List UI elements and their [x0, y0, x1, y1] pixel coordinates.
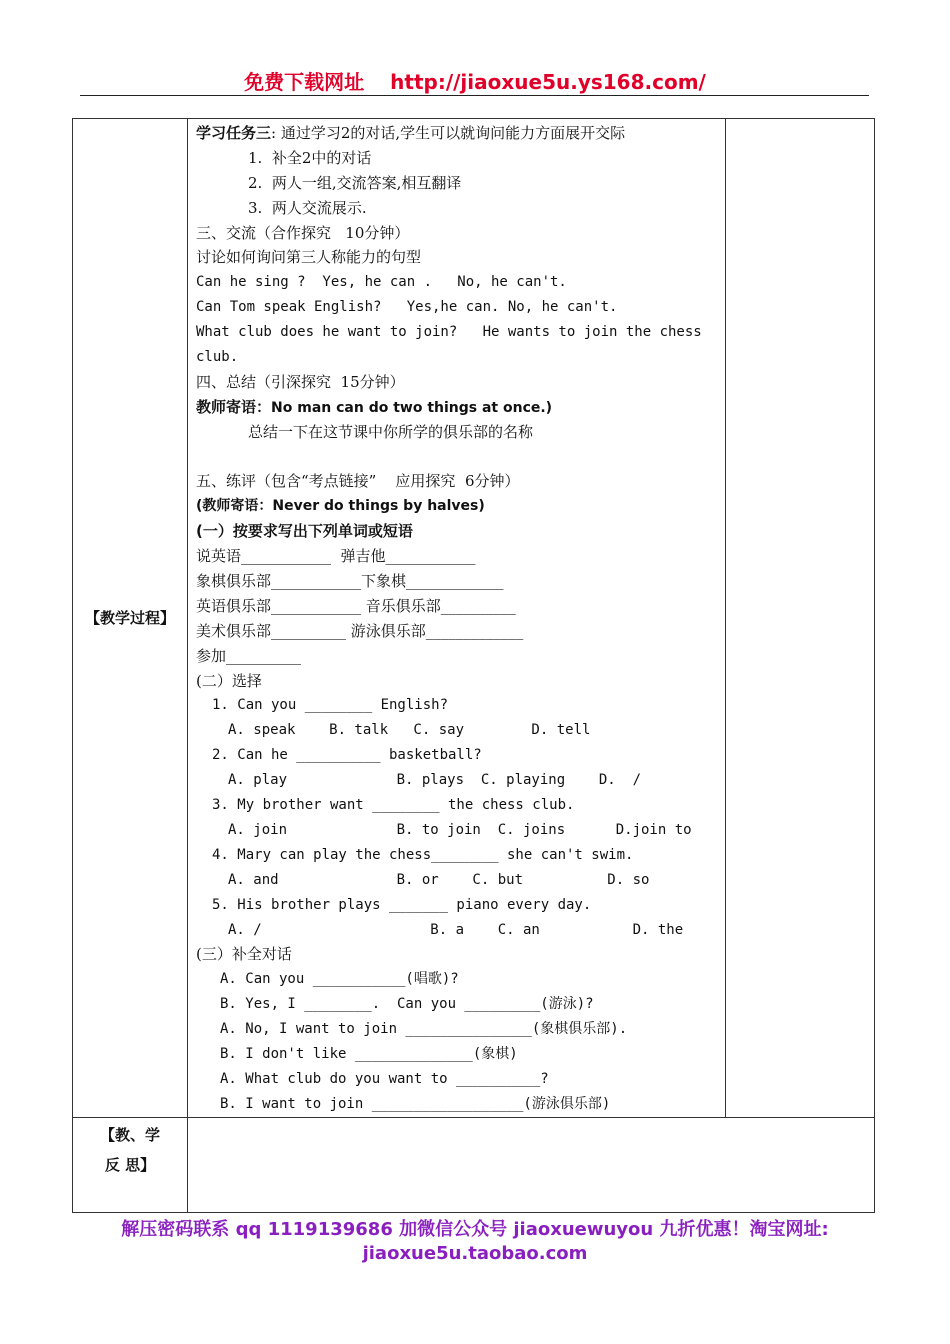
section-3-heading: 三、交流（合作探究 10分钟）	[196, 223, 410, 242]
motto1-label: 教师寄语：	[196, 397, 272, 416]
task3-step: 2. 两人一组,交流答案,相互翻译	[248, 173, 462, 192]
example-sentence: club.	[196, 349, 239, 366]
mc-question: 1. Can you ________ English?	[212, 697, 449, 714]
example-sentence: Can Tom speak English? Yes,he can. No, he can't.	[196, 299, 618, 316]
mc-options: A. join B. to join C. joins D.join to	[228, 821, 692, 838]
vocab-line: 美术俱乐部__________ 游泳俱乐部_____________	[196, 621, 524, 640]
spacer	[196, 445, 719, 470]
notes-cell	[726, 119, 875, 1118]
header-divider	[80, 95, 869, 96]
vocab-line: 英语俱乐部____________ 音乐俱乐部__________	[196, 596, 516, 615]
process-label: 【教学过程】	[84, 609, 175, 628]
motto2-text: (教师寄语：Never do things by halves)	[196, 498, 485, 515]
footer-contact-line: 解压密码联系 qq 1119139686 加微信公众号 jiaoxuewuyou 九折优惠！淘宝网址:	[121, 1219, 829, 1240]
footer-shop-link[interactable]: jiaoxue5u.taobao.com	[362, 1243, 588, 1264]
task3-step: 3. 两人交流展示.	[248, 198, 367, 217]
vocab-line: 参加__________	[196, 646, 302, 665]
task3-title: 学习任务三	[196, 124, 272, 142]
discuss-text: 讨论如何询问第三人称能力的句型	[196, 248, 422, 267]
mc-question: 4. Mary can play the chess________ she can't swim.	[212, 846, 634, 863]
mc-options: A. and B. or C. but D. so	[228, 871, 650, 888]
summary-text: 总结一下在这节课中你所学的俱乐部的名称	[248, 422, 534, 441]
reflection-content-cell	[188, 1117, 875, 1212]
site-name: 免费下载网址	[244, 70, 365, 94]
page-header	[0, 66, 950, 95]
dialog-line: B. I want to join __________________(游泳俱乐部)	[220, 1095, 611, 1112]
task3-step: 1. 补全2中的对话	[248, 148, 372, 167]
process-label-cell	[73, 119, 188, 1118]
example-sentence: What club does he want to join? He wants to join the chess	[196, 324, 702, 341]
part2-title: (二）选择	[196, 671, 262, 690]
reflection-label-line: 反 思】	[104, 1155, 156, 1174]
mc-options: A. speak B. talk C. say D. tell	[228, 722, 591, 739]
dialog-line: B. Yes, I ________. Can you _________(游泳)?	[220, 996, 594, 1013]
mc-question: 3. My brother want ________ the chess club.	[212, 797, 575, 814]
section-4-heading: 四、总结（引深探究 15分钟）	[196, 372, 405, 391]
reflection-label-line: 【教、学	[99, 1125, 160, 1144]
task3-text: : 通过学习2的对话,学生可以就询问能力方面展开交际	[271, 124, 626, 142]
vocab-line: 象棋俱乐部____________下象棋_____________	[196, 572, 504, 591]
reflection-row	[73, 1117, 875, 1212]
mc-options: A. play B. plays C. playing D. /	[228, 772, 642, 789]
site-url-link[interactable]: http://jiaoxue5u.ys168.com/	[390, 70, 706, 94]
dialog-line: B. I don't like ______________(象棋)	[220, 1045, 518, 1062]
vocab-line: 说英语____________ 弹吉他____________	[196, 547, 476, 566]
mc-question: 5. His brother plays _______ piano every day.	[212, 896, 592, 913]
section-5-heading: 五、练评（包含“考点链接” 应用探究 6分钟）	[196, 472, 520, 491]
lesson-table	[72, 118, 875, 1213]
dialog-line: A. What club do you want to __________?	[220, 1070, 549, 1087]
mc-options: A. / B. a C. an D. the	[228, 921, 684, 938]
page-footer	[0, 1218, 950, 1266]
dialog-line: A. No, I want to join _______________(象棋俱乐部).	[220, 1021, 628, 1038]
mc-question: 2. Can he __________ basketball?	[212, 747, 482, 764]
example-sentence: Can he sing ? Yes, he can . No, he can't.	[196, 274, 567, 291]
reflection-label-cell	[73, 1117, 188, 1212]
motto1-text: No man can do two things at once.)	[271, 399, 553, 416]
process-content-cell	[188, 119, 726, 1118]
process-row	[73, 119, 875, 1118]
part3-title: (三）补全对话	[196, 945, 292, 964]
part1-title: (一）按要求写出下列单词或短语	[196, 522, 413, 541]
dialog-line: A. Can you ___________(唱歌)?	[220, 971, 459, 988]
